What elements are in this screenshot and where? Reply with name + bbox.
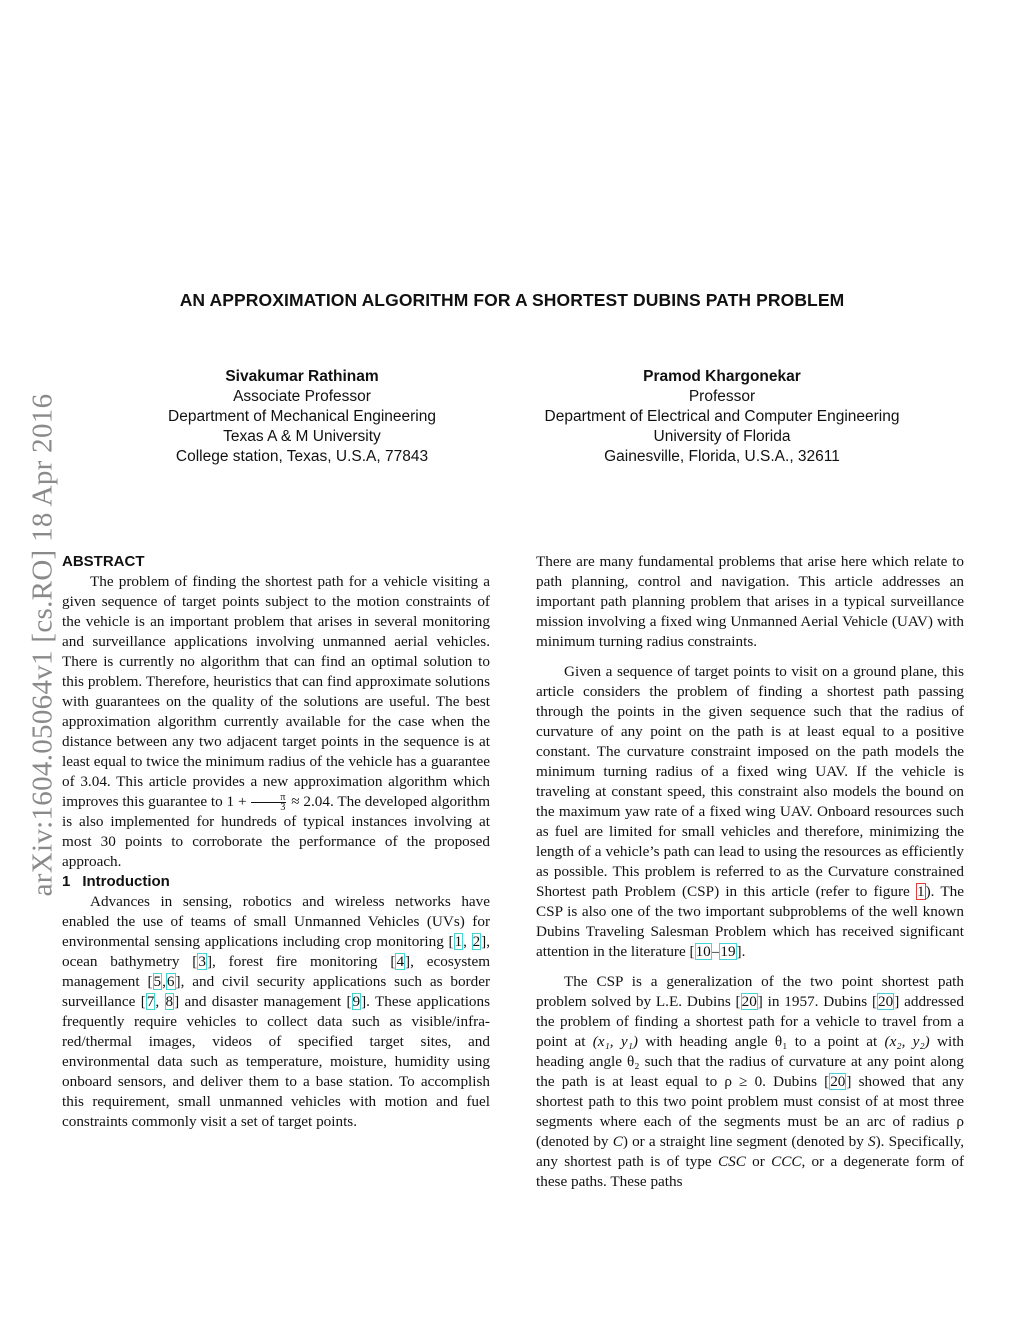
- math-point: (x₁, y₁): [592, 1033, 638, 1050]
- right-column: [536, 552, 964, 1192]
- author-department: Department of Electrical and Computer Engineering: [544, 408, 900, 425]
- citation-link[interactable]: 9: [352, 993, 361, 1011]
- citation-link[interactable]: 5: [153, 973, 162, 991]
- citation-link[interactable]: 6: [166, 973, 175, 991]
- citation-link[interactable]: 20: [878, 993, 894, 1010]
- intro-paragraph: Advances in sensing, robotics and wireless networks have enabled the use of teams of small Unmanned Vehicles (UVs) for environmental sensing applications including crop monitoring [1, 2], ocean bathymetry [3], forest fire monitoring [4], ecosystem management [5,6], and civil security applications such as border surveillance [7, 8] and disaster management [9]. These applications frequently require vehicles to collect data such as visible/infra-red/thermal images, videos of specified target sites, and environmental data such as temperature, moisture, humidity using onboard sensors, and deliver them to a base station. To accomplish this requirement, small unmanned vehicles with motion and fuel constraints commonly visit a set of target points.: [62, 893, 491, 1131]
- figure-link[interactable]: 1: [917, 883, 925, 900]
- author-block-2: [502, 367, 942, 467]
- author-role: Professor: [688, 388, 756, 405]
- citation-link[interactable]: 4: [396, 953, 405, 971]
- author-department: Department of Mechanical Engineering: [168, 408, 436, 425]
- citation-link[interactable]: 2: [472, 933, 481, 951]
- citation-link[interactable]: 20: [741, 993, 757, 1010]
- abstract-text: The problem of finding the shortest path for a vehicle visiting a given sequence of target points subject to the motion constraints of the vehicle is an important problem that arises in several monitoring and surveillance applications involving unmanned aerial vehicles. There is currently no algorithm that can find an optimal solution to this problem. Therefore, heuristics that can find approximate solutions with guarantees on the quality of the solutions are useful. The best approximation algorithm currently available for the case when the distance between any two adjacent target points in the sequence is at least equal to twice the minimum radius of the vehicle has a guarantee of 3.04. This article provides a new approximation algorithm which improves this guarantee to 1 + $\frac{\pi}{3}$ ≈ 2.04. The developed algorithm is also implemented for hundreds of typical instances involving at most 30 points to corroborate the performance of the proposed approach.: [62, 573, 491, 871]
- left-column: [62, 552, 490, 1132]
- author-name: Sivakumar Rathinam: [225, 368, 379, 385]
- author-university: University of Florida: [653, 428, 791, 445]
- body-paragraph: The CSP is a generalization of the two point shortest path problem solved by L.E. Dubins [20] in 1957. Dubins [20] addressed the problem of finding a shortest path for a vehicle to travel from a point at (x₁, y₁) with heading angle θ₁ to a point at (x₂, y₂) with heading angle θ₂ such that the radius of curvature at any point along the path is at least equal to ρ ≥ 0. Dubins [20] showed that any shortest path to this two point problem must consist of at most three segments where each of the segments must be an arc of radius ρ (denoted by C) or a straight line segment (denoted by S). Specifically, any shortest path is of type CSC or CCC, or a degenerate form of these paths. These paths: [536, 973, 965, 1190]
- body-paragraph: Given a sequence of target points to visit on a ground plane, this article considers the problem of finding a shortest path passing through the points in the given sequence such that the radius of curvature of any point on the path is at least equal to a positive constant. The curvature constraint imposed on the path models the minimum turning radius of a fixed wing UAV. If the vehicle is traveling at constant speed, this constraint also models the bound on the maximum yaw rate of a fixed wing UAV. Onboard resources such as fuel are limited for small vehicles and therefore, minimizing the length of a vehicle’s path can lead to using the resources as efficiently as possible. This problem is referred to as the Curvature constrained Shortest path Problem (CSP) in this article (refer to figure 1). The CSP is also one of the two important subproblems of the well known Dubins Traveling Salesman Problem which has received significant attention in the literature [10–19].: [536, 663, 964, 960]
- citation-link[interactable]: 10: [695, 943, 711, 960]
- section-heading-introduction: 1 Introduction: [62, 873, 170, 891]
- paper-title: AN APPROXIMATION ALGORITHM FOR A SHORTEST DUBINS PATH PROBLEM: [179, 290, 845, 310]
- author-address: College station, Texas, U.S.A, 77843: [175, 448, 429, 465]
- math-point: (x₂, y₂): [884, 1033, 930, 1050]
- arxiv-stamp: arXiv:1604.05064v1 [cs.RO] 18 Apr 2016: [26, 393, 59, 897]
- citation-link[interactable]: 7: [146, 993, 155, 1011]
- abstract-heading: ABSTRACT: [62, 553, 145, 570]
- author-block-1: [82, 367, 522, 467]
- pi-over-three: $\frac{\pi}{3}$: [251, 793, 286, 812]
- citation-link[interactable]: 8: [165, 993, 174, 1011]
- body-paragraph: There are many fundamental problems that arise here which relate to path planning, control and navigation. This article addresses an important path planning problem that arises in a typical surveillance mission involving a fixed wing Unmanned Aerial Vehicle (UAV) with minimum turning radius constraints.: [536, 553, 964, 650]
- author-address: Gainesville, Florida, U.S.A., 32611: [604, 448, 840, 465]
- author-name: Pramod Khargonekar: [643, 368, 801, 385]
- citation-link[interactable]: 3: [198, 953, 206, 971]
- citation-link[interactable]: 20: [830, 1073, 846, 1090]
- citation-link[interactable]: 19: [720, 943, 736, 960]
- author-university: Texas A & M University: [223, 428, 381, 445]
- citation-link[interactable]: 1: [454, 933, 463, 951]
- author-role: Associate Professor: [233, 388, 371, 405]
